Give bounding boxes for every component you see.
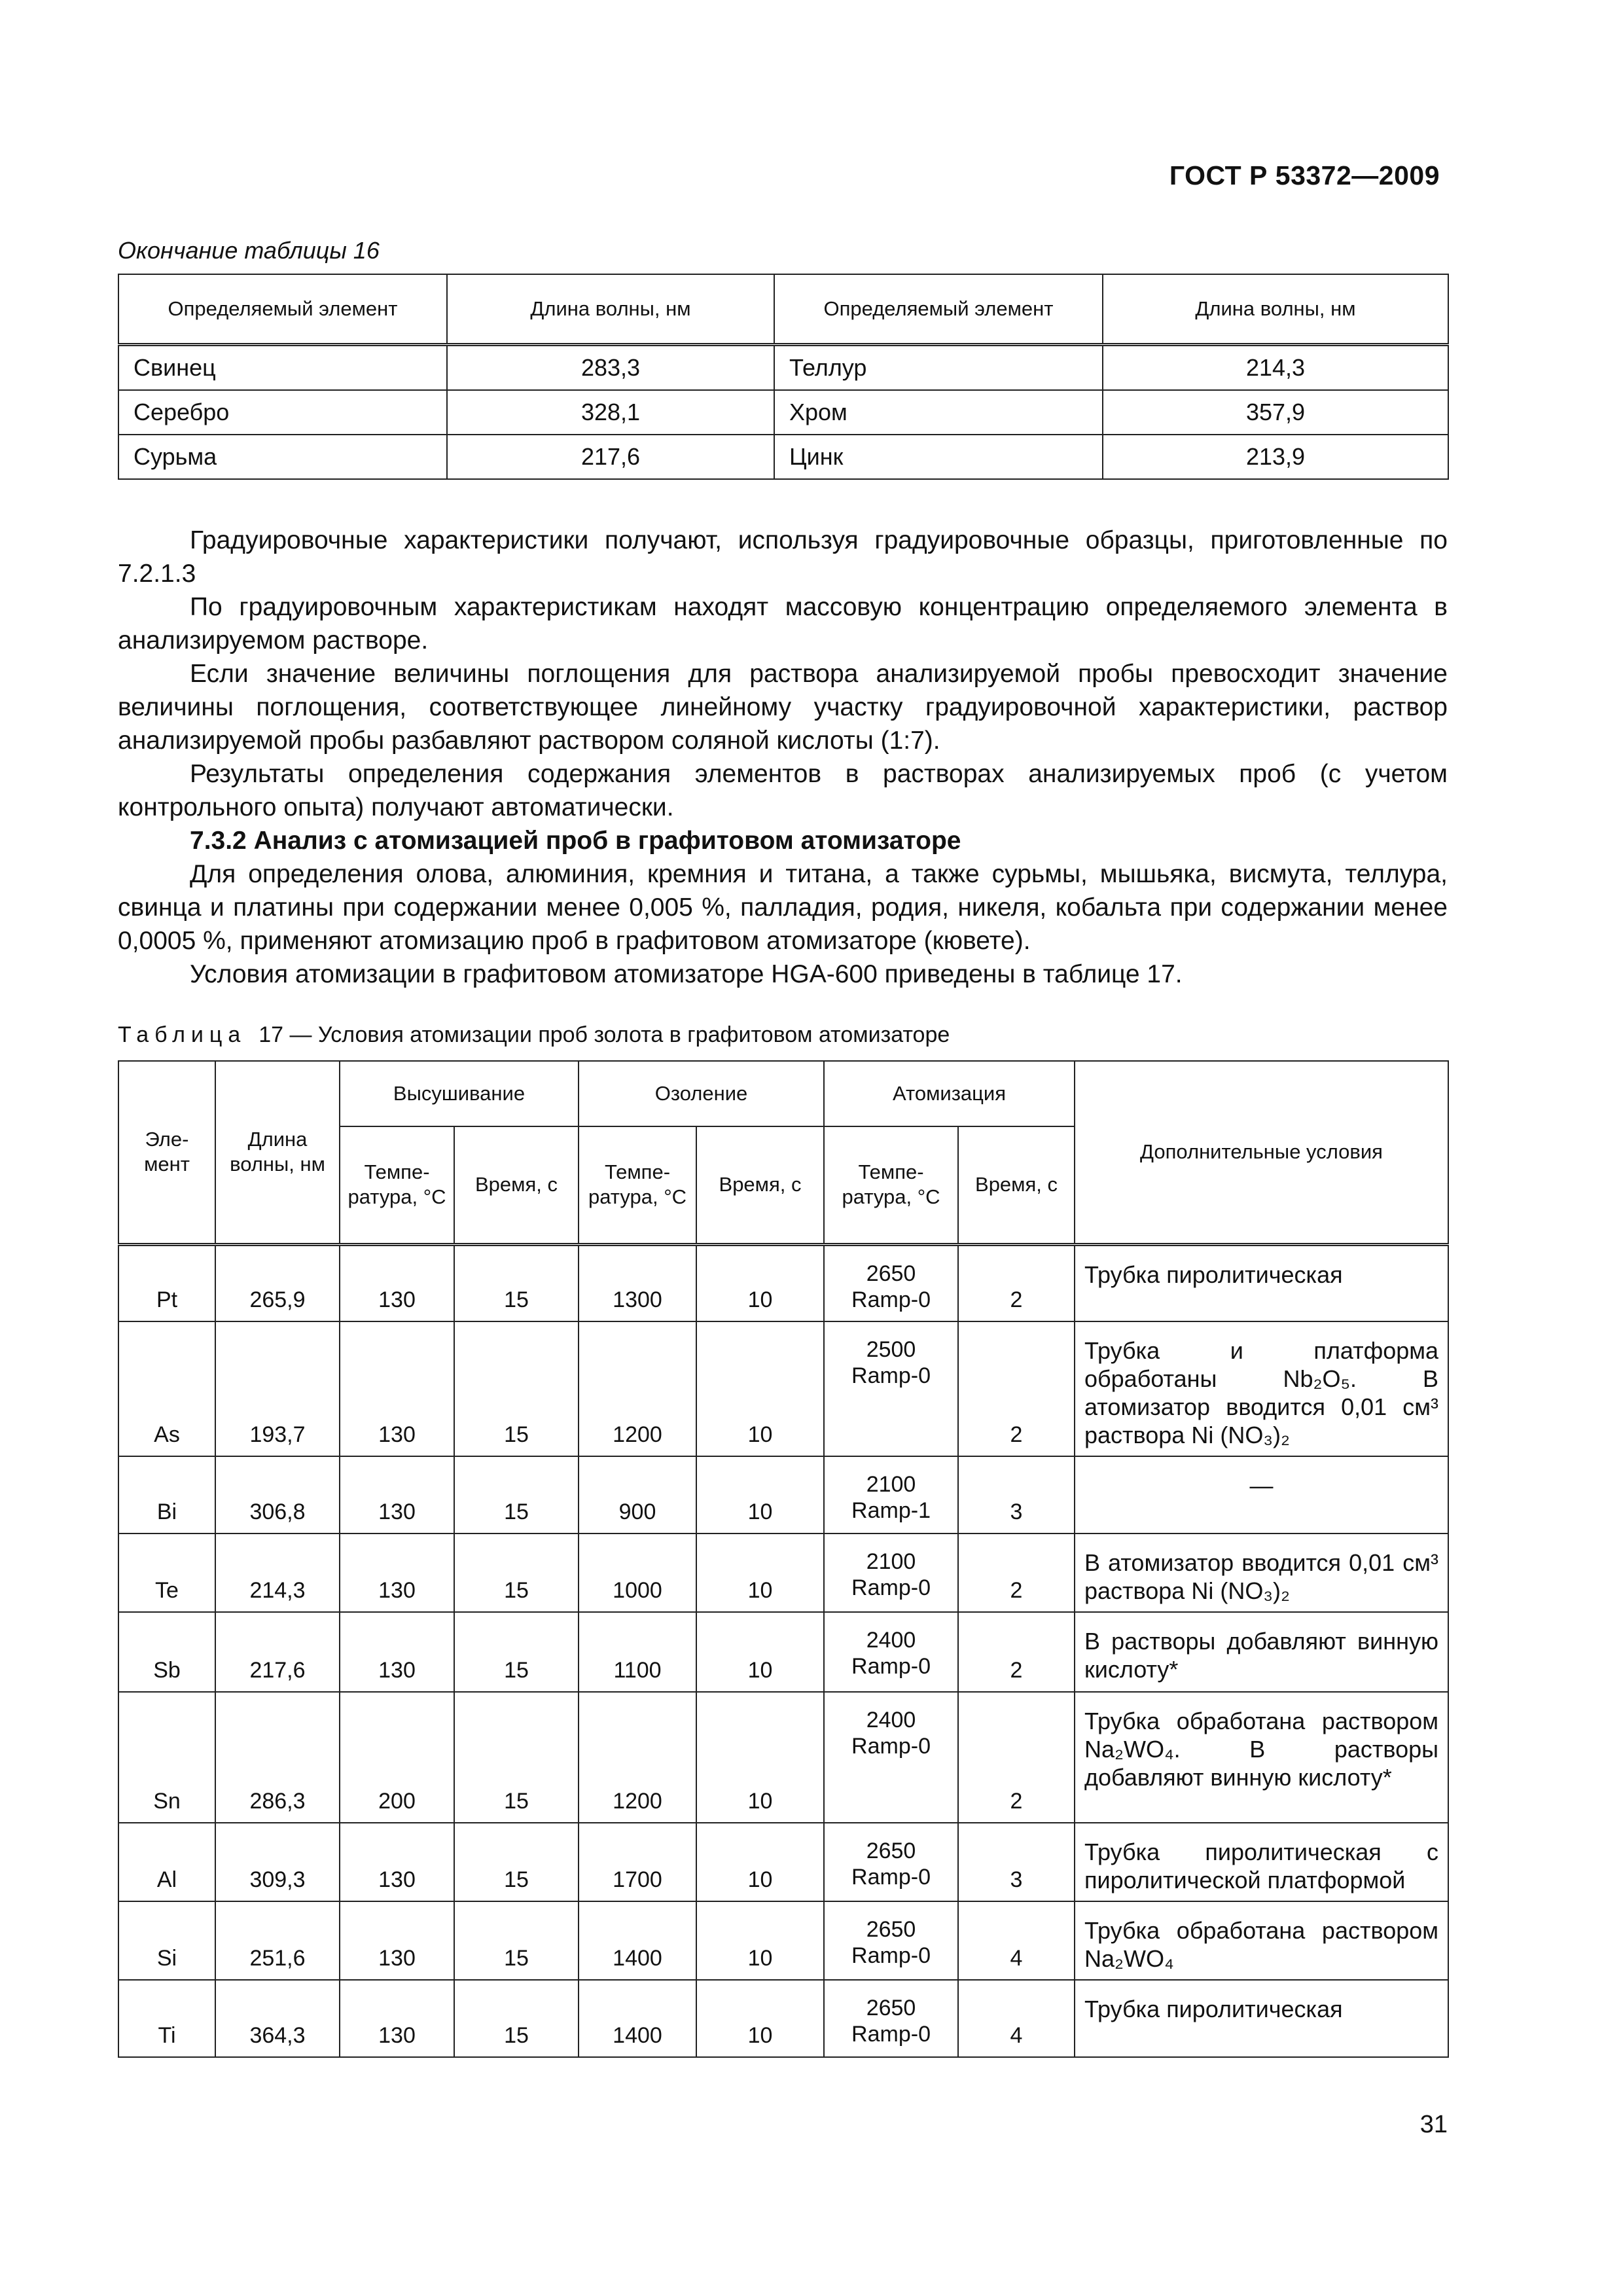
table17-cell-atomization-temp: [824, 1692, 958, 1823]
atomization-ramp-value: Ramp-0: [851, 2022, 931, 2047]
table17-cell-atomization-temp: [824, 1901, 958, 1980]
table-row: [118, 1244, 1448, 1321]
table17-cell-element: Te: [118, 1534, 215, 1612]
table16-cell: 217,6: [447, 435, 774, 479]
body-text: [118, 524, 1448, 991]
paragraph: По градуировочным характеристикам находят массовую концентрацию определяемого элемента в анализируемом растворе.: [118, 593, 1448, 655]
table17-cell-conditions: Трубка и платформа обработаны Nb₂O₅. В атомизатор вводится 0,01 см³ раствора Ni (NO₃)₂: [1075, 1321, 1448, 1456]
table17-caption: [118, 1022, 950, 1048]
table17-cell-wavelength: 214,3: [215, 1534, 340, 1612]
table17-cell-conditions: Трубка пиролитическая: [1075, 1244, 1448, 1321]
table17-cell-drying-temp: 130: [340, 1321, 454, 1456]
table17-cell-atomization-time: 4: [958, 1980, 1075, 2057]
atomization-ramp-value: Ramp-0: [851, 1287, 931, 1312]
table17-cell-ashing-temp: 1000: [579, 1534, 696, 1612]
table17-cell-atomization-temp: [824, 1980, 958, 2057]
table17-cell-drying-temp: 130: [340, 1823, 454, 1901]
table17-cell-ashing-temp: 1200: [579, 1692, 696, 1823]
table17-cell-conditions: Трубка пиролитическая с пиролитической платформой: [1075, 1823, 1448, 1901]
table17-cell-conditions: Трубка обработана раствором Na₂WO₄: [1075, 1901, 1448, 1980]
table17-cell-drying-time: 15: [454, 1692, 579, 1823]
table17-cell-atomization-time: 2: [958, 1692, 1075, 1823]
table17-cell-drying-temp: 130: [340, 1244, 454, 1321]
table17: [118, 1060, 1449, 2058]
table16-cell: 328,1: [447, 390, 774, 435]
table17-cell-atomization-temp: [824, 1321, 958, 1456]
table17-cell-wavelength: 286,3: [215, 1692, 340, 1823]
paragraph: Если значение величины поглощения для раствора анализируемой пробы превосходит значение величины поглощения, соответствующее линейному участку градуировочной характеристики, раствор анализируемой пробы разбавляют раствором соляной кислоты (1:7).: [118, 660, 1448, 755]
table16-cell: 283,3: [447, 345, 774, 391]
table17-cell-drying-time: 15: [454, 1456, 579, 1534]
atomization-temp-value: 2100: [866, 1549, 916, 1574]
table17-cell-ashing-time: 10: [696, 1692, 824, 1823]
table17-header-drying: Высушивание: [340, 1061, 579, 1126]
table17-cell-atomization-time: 3: [958, 1456, 1075, 1534]
table17-cell-ashing-temp: 1200: [579, 1321, 696, 1456]
table16-caption: Окончание таблицы 16: [118, 237, 380, 264]
table-row: [118, 1612, 1448, 1692]
table17-cell-conditions: В растворы добавляют винную кислоту*: [1075, 1612, 1448, 1692]
table17-cell-drying-time: 15: [454, 1321, 579, 1456]
table17-cell-element: Ti: [118, 1980, 215, 2057]
atomization-ramp-value: Ramp-0: [851, 1865, 931, 1890]
table17-cell-element: As: [118, 1321, 215, 1456]
table16-cell: 213,9: [1103, 435, 1448, 479]
table17-cell-ashing-temp: 900: [579, 1456, 696, 1534]
table17-header-time: Время, с: [696, 1126, 824, 1244]
table17-cell-wavelength: 265,9: [215, 1244, 340, 1321]
table16-cell: Серебро: [118, 390, 447, 435]
table17-body: [118, 1244, 1448, 2057]
table-row: [118, 1692, 1448, 1823]
table17-cell-wavelength: 309,3: [215, 1823, 340, 1901]
table16-header: Длина волны, нм: [1103, 274, 1448, 345]
table17-cell-ashing-temp: 1400: [579, 1980, 696, 2057]
table17-cell-atomization-temp: [824, 1612, 958, 1692]
table17-cell-ashing-temp: 1400: [579, 1901, 696, 1980]
table17-cell-atomization-time: 3: [958, 1823, 1075, 1901]
table17-cell-ashing-time: 10: [696, 1823, 824, 1901]
table17-cell-element: Pt: [118, 1244, 215, 1321]
atomization-ramp-value: Ramp-1: [851, 1498, 931, 1523]
table17-header-ashing: Озоление: [579, 1061, 824, 1126]
table17-cell-conditions: —: [1075, 1456, 1448, 1534]
table17-header-wavelength: Длина волны, нм: [215, 1061, 340, 1244]
table17-cell-element: Sn: [118, 1692, 215, 1823]
table17-cell-drying-temp: 200: [340, 1692, 454, 1823]
table17-caption-rest: 17 — Условия атомизации проб золота в графитовом атомизаторе: [259, 1022, 950, 1047]
atomization-temp-value: 2400: [866, 1708, 916, 1732]
table17-cell-atomization-time: 4: [958, 1901, 1075, 1980]
table17-cell-drying-time: 15: [454, 1901, 579, 1980]
table17-cell-atomization-temp: [824, 1823, 958, 1901]
table17-cell-atomization-temp: [824, 1244, 958, 1321]
table17-cell-element: Al: [118, 1823, 215, 1901]
table17-cell-atomization-temp: [824, 1456, 958, 1534]
table16-header: Определяемый элемент: [774, 274, 1103, 345]
atomization-ramp-value: Ramp-0: [851, 1575, 931, 1600]
table17-cell-drying-time: 15: [454, 1244, 579, 1321]
table17-cell-drying-temp: 130: [340, 1980, 454, 2057]
table17-cell-drying-temp: 130: [340, 1456, 454, 1534]
table17-cell-ashing-temp: 1700: [579, 1823, 696, 1901]
table17-cell-drying-temp: 130: [340, 1612, 454, 1692]
page-number: 31: [1419, 2111, 1448, 2138]
atomization-ramp-value: Ramp-0: [851, 1734, 931, 1759]
table17-cell-ashing-time: 10: [696, 1612, 824, 1692]
atomization-temp-value: 2400: [866, 1628, 916, 1653]
atomization-temp-value: 2650: [866, 1261, 916, 1286]
table16-cell: 357,9: [1103, 390, 1448, 435]
table17-cell-wavelength: 217,6: [215, 1612, 340, 1692]
paragraph: Градуировочные характеристики получают, используя градуировочные образцы, приготовленные по 7.2.1.3: [118, 526, 1448, 588]
table-row: [118, 345, 1448, 391]
atomization-ramp-value: Ramp-0: [851, 1654, 931, 1679]
table17-cell-ashing-time: 10: [696, 1456, 824, 1534]
table-row: [118, 1980, 1448, 2057]
table-row: [118, 1823, 1448, 1901]
table16-cell: Теллур: [774, 345, 1103, 391]
table17-cell-drying-temp: 130: [340, 1534, 454, 1612]
table17-cell-wavelength: 251,6: [215, 1901, 340, 1980]
table17-cell-atomization-temp: [824, 1534, 958, 1612]
table16-cell: Цинк: [774, 435, 1103, 479]
document-header: ГОСТ Р 53372—2009: [1169, 160, 1440, 190]
table17-header-element: Эле-мент: [118, 1061, 215, 1244]
table17-cell-element: Sb: [118, 1612, 215, 1692]
table17-cell-wavelength: 193,7: [215, 1321, 340, 1456]
table16: [118, 274, 1449, 480]
table17-cell-ashing-temp: 1100: [579, 1612, 696, 1692]
table17-header-time: Время, с: [454, 1126, 579, 1244]
table17-cell-drying-temp: 130: [340, 1901, 454, 1980]
table16-header: Длина волны, нм: [447, 274, 774, 345]
table17-cell-ashing-time: 10: [696, 1534, 824, 1612]
table17-header-temp: Темпе-ратура, °С: [340, 1126, 454, 1244]
table17-cell-drying-time: 15: [454, 1823, 579, 1901]
paragraph: Для определения олова, алюминия, кремния и титана, а также сурьмы, мышьяка, висмута, теллура, свинца и платины при содержании менее 0,005 %, палладия, родия, никеля, кобальта при содержании менее 0,0005 %, применяют атомизацию проб в графитовом атомизаторе (кювете).: [118, 860, 1448, 955]
table17-cell-conditions: Трубка обработана раствором Na₂WO₄. В растворы добавляют винную кислоту*: [1075, 1692, 1448, 1823]
atomization-temp-value: 2100: [866, 1472, 916, 1497]
table-row: [118, 1901, 1448, 1980]
atomization-ramp-value: Ramp-0: [851, 1943, 931, 1968]
table17-cell-ashing-time: 10: [696, 1321, 824, 1456]
table17-cell-ashing-temp: 1300: [579, 1244, 696, 1321]
table17-header-extra: Дополнительные условия: [1075, 1061, 1448, 1244]
table-row: [118, 1534, 1448, 1612]
table17-cell-atomization-time: 2: [958, 1612, 1075, 1692]
table17-cell-ashing-time: 10: [696, 1244, 824, 1321]
table16-cell: Свинец: [118, 345, 447, 391]
table17-header-temp: Темпе-ратура, °С: [579, 1126, 696, 1244]
table17-cell-atomization-time: 2: [958, 1321, 1075, 1456]
table-row: [118, 390, 1448, 435]
table17-cell-wavelength: 306,8: [215, 1456, 340, 1534]
table16-header: Определяемый элемент: [118, 274, 447, 345]
table16-cell: 214,3: [1103, 345, 1448, 391]
table17-caption-word: Таблица: [118, 1022, 247, 1047]
atomization-ramp-value: Ramp-0: [851, 1363, 931, 1388]
atomization-temp-value: 2650: [866, 1839, 916, 1863]
atomization-temp-value: 2650: [866, 1996, 916, 2020]
table17-cell-conditions: Трубка пиролитическая: [1075, 1980, 1448, 2057]
table17-header-temp: Темпе-ратура, °С: [824, 1126, 958, 1244]
table17-cell-conditions: В атомизатор вводится 0,01 см³ раствора Ni (NO₃)₂: [1075, 1534, 1448, 1612]
table-row: [118, 1321, 1448, 1456]
table-row: [118, 435, 1448, 479]
atomization-temp-value: 2650: [866, 1917, 916, 1942]
table16-cell: Хром: [774, 390, 1103, 435]
table17-cell-drying-time: 15: [454, 1980, 579, 2057]
table-row: [118, 1456, 1448, 1534]
paragraph: Результаты определения содержания элементов в растворах анализируемых проб (с учетом контрольного опыта) получают автоматически.: [118, 760, 1448, 821]
table17-cell-atomization-time: 2: [958, 1534, 1075, 1612]
atomization-temp-value: 2500: [866, 1337, 916, 1362]
table17-cell-element: Si: [118, 1901, 215, 1980]
table17-cell-ashing-time: 10: [696, 1980, 824, 2057]
table17-cell-drying-time: 15: [454, 1534, 579, 1612]
paragraph: Условия атомизации в графитовом атомизаторе HGA-600 приведены в таблице 17.: [190, 960, 1183, 988]
table17-header-time: Время, с: [958, 1126, 1075, 1244]
section-title: 7.3.2 Анализ с атомизацией проб в графитовом атомизаторе: [190, 827, 961, 855]
table17-header-atomization: Атомизация: [824, 1061, 1075, 1126]
table17-cell-ashing-time: 10: [696, 1901, 824, 1980]
table17-cell-wavelength: 364,3: [215, 1980, 340, 2057]
table17-cell-element: Bi: [118, 1456, 215, 1534]
table16-cell: Сурьма: [118, 435, 447, 479]
table17-cell-atomization-time: 2: [958, 1244, 1075, 1321]
table17-cell-drying-time: 15: [454, 1612, 579, 1692]
